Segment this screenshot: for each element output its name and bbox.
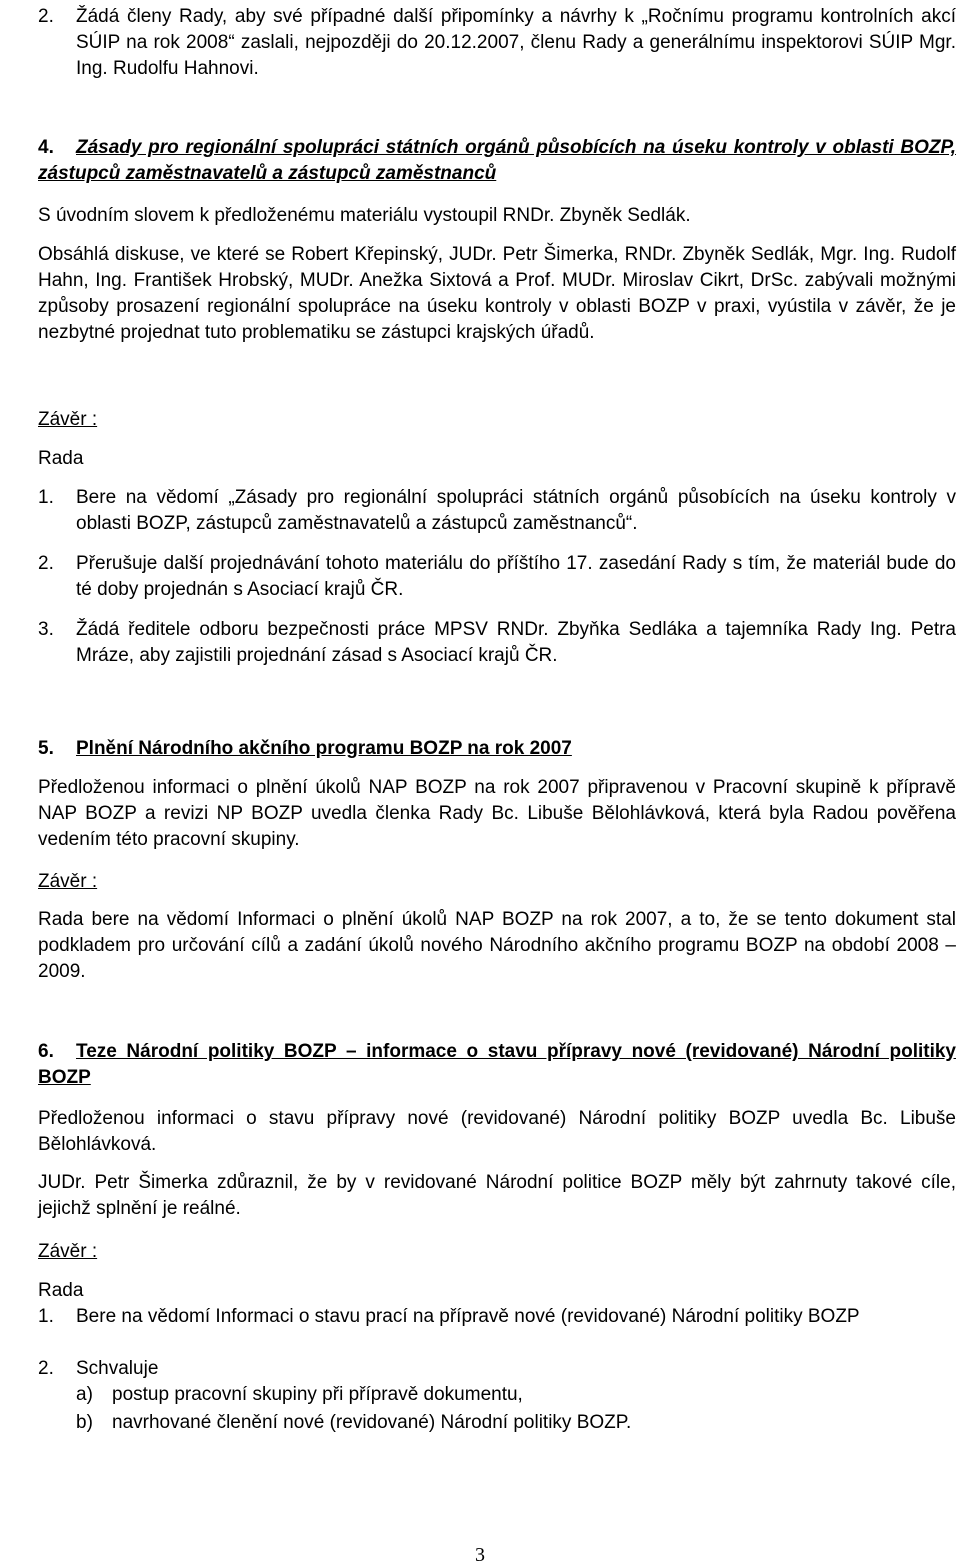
section6-item-2-number: 2.: [38, 1358, 54, 1379]
section5-number: 5.: [38, 738, 54, 759]
section4-item-1-number: 1.: [38, 487, 54, 508]
section6-paragraph-2: JUDr. Petr Šimerka zdůraznil, že by v revidované Národní politice BOZP měly být zahrnuty takové cíle, jejichž splnění je reálné.: [38, 1172, 956, 1219]
section6-item-1-number: 1.: [38, 1306, 54, 1327]
section5-zaver-label: Závěr :: [38, 871, 98, 892]
intro-item-text: Žádá členy Rady, aby své případné další připomínky a návrhy k „Ročnímu programu kontrolních akcí SÚIP na rok 2008“ zaslali, nejpozději do 20.12.2007, členu Rady a generálnímu inspektorovi SÚIP Mgr. Ing. Rudolfu Hahnovi.: [76, 6, 956, 79]
section6-subitem-b-letter: b): [76, 1412, 93, 1433]
section4-item-2-text: Přerušuje další projednávání tohoto materiálu do příštího 17. zasedání Rady s tím, že materiál bude do té doby projednán s Asociací krajů ČR.: [76, 553, 956, 600]
section6-item-2-text: Schvaluje: [76, 1358, 159, 1379]
section4-title: Zásady pro regionální spolupráci státních orgánů působících na úseku kontroly v oblasti BOZP, zástupců zaměstnavatelů a zástupců zaměstnanců: [38, 137, 956, 184]
section4-rada: Rada: [38, 448, 84, 469]
page-number: 3: [475, 1544, 485, 1566]
section4-paragraph-2: Obsáhlá diskuse, ve které se Robert Křepinský, JUDr. Petr Šimerka, RNDr. Zbyněk Sedlák, Mgr. Ing. Rudolf Hahn, Ing. František Hrobský, MUDr. Anežka Sixtová a Prof. MUDr. Miroslav Cikrt, DrSc. zabývali možnými způsoby prosazení regionální spolupráce na úseku kontroly v oblasti BOZP v praxi, vyústila v závěr, že je nezbytné projednat tuto problematiku se zástupci krajských úřadů.: [38, 244, 956, 343]
section6-item-1-text: Bere na vědomí Informaci o stavu prací na přípravě nové (revidované) Národní politiky BOZP: [76, 1306, 860, 1327]
section5-paragraph-2: Rada bere na vědomí Informaci o plnění úkolů NAP BOZP na rok 2007, a to, že se tento dokument stal podkladem pro určování cílů a zadání úkolů nového Národního akčního programu BOZP na období 2008 – 2009.: [38, 909, 956, 982]
section6-paragraph-1: Předloženou informaci o stavu přípravy nové (revidované) Národní politiky BOZP uvedla Bc. Libuše Bělohlávková.: [38, 1108, 956, 1155]
section6-rada: Rada: [38, 1280, 84, 1301]
section6-number: 6.: [38, 1041, 54, 1062]
section4-item-3-text: Žádá ředitele odboru bezpečnosti práce MPSV RNDr. Zbyňka Sedláka a tajemníka Rady Ing. Petra Mráze, aby zajistili projednání zásad s Asociací krajů ČR.: [76, 619, 956, 666]
section4-zaver-label: Závěr :: [38, 409, 98, 430]
section6-subitem-a-letter: a): [76, 1384, 93, 1405]
section4-number: 4.: [38, 137, 54, 158]
section5-title: Plnění Národního akčního programu BOZP na rok 2007: [76, 738, 572, 759]
section4-item-2-number: 2.: [38, 553, 54, 574]
section6-subitem-a-text: postup pracovní skupiny při přípravě dokumentu,: [112, 1384, 523, 1405]
section4-item-3-number: 3.: [38, 619, 54, 640]
section4-paragraph-1: S úvodním slovem k předloženému materiálu vystoupil RNDr. Zbyněk Sedlák.: [38, 205, 691, 226]
section4-item-1-text: Bere na vědomí „Zásady pro regionální spolupráci státních orgánů působících na úseku kontroly v oblasti BOZP, zástupců zaměstnavatelů a zástupců zaměstnanců“.: [76, 487, 956, 534]
section6-subitem-b-text: navrhované členění nové (revidované) Národní politiky BOZP.: [112, 1412, 632, 1433]
section6-zaver-label: Závěr :: [38, 1241, 98, 1262]
section6-title: Teze Národní politiky BOZP – informace o stavu přípravy nové (revidované) Národní politiky BOZP: [38, 1041, 956, 1088]
intro-item-number: 2.: [38, 6, 54, 27]
section5-paragraph-1: Předloženou informaci o plnění úkolů NAP BOZP na rok 2007 připravenou v Pracovní skupině k přípravě NAP BOZP a revizi NP BOZP uvedla členka Rady Bc. Libuše Bělohlávková, která byla Radou pověřena vedením této pracovní skupiny.: [38, 777, 956, 850]
